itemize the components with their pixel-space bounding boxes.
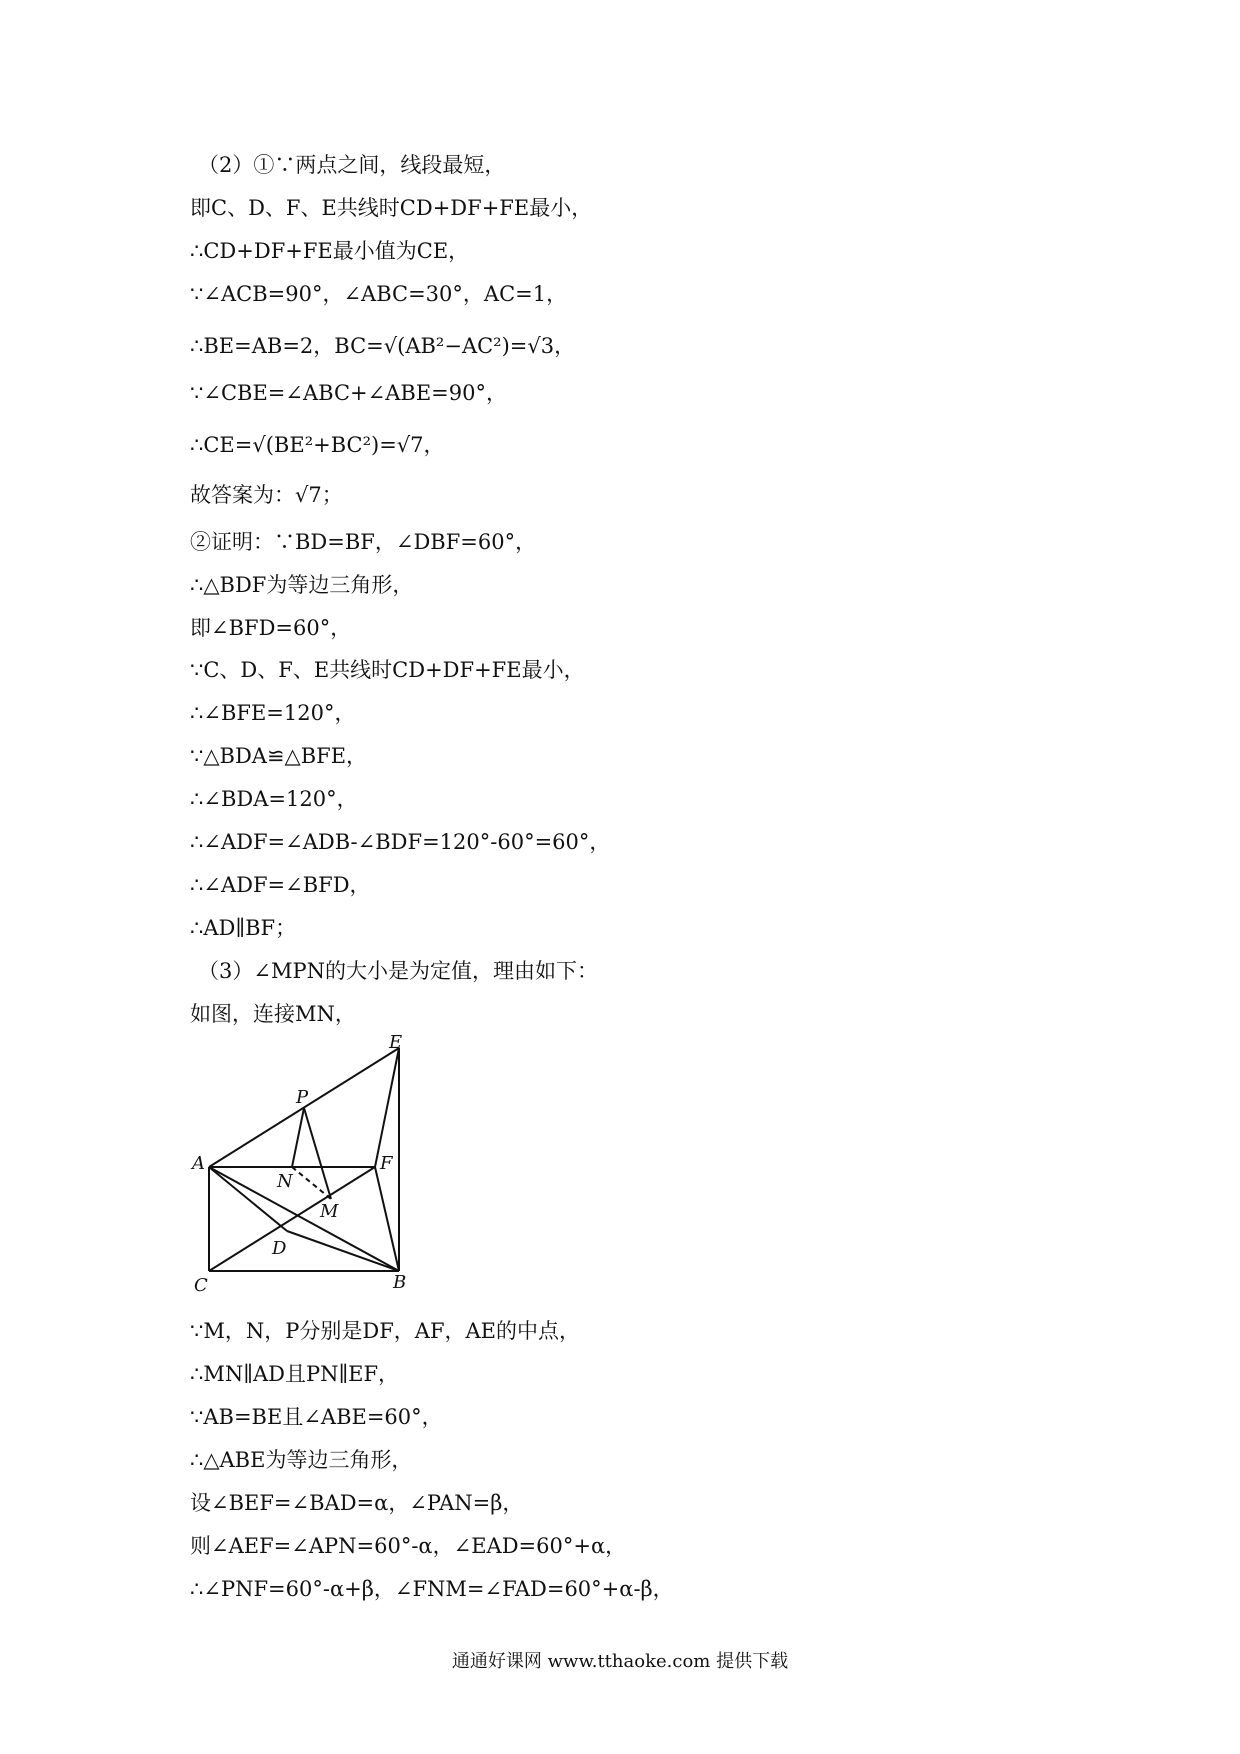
text-line-4: ∵∠ACB=90°，∠ABC=30°，AC=1，	[190, 282, 568, 306]
text-line-27: ∴∠PNF=60°-α+β，∠FNM=∠FAD=60°+α-β，	[190, 1577, 674, 1601]
text-line-17: ∴∠ADF=∠BFD，	[190, 873, 371, 897]
text-line-19: （3）∠MPN的大小是为定值，理由如下：	[198, 959, 598, 983]
segment-fe	[375, 1048, 399, 1167]
text-line-8: 故答案为：√7；	[190, 483, 343, 507]
text-line-25: 设∠BEF=∠BAD=α，∠PAN=β，	[190, 1491, 524, 1515]
segment-db	[287, 1231, 399, 1271]
segment-pn	[292, 1108, 304, 1167]
geometry-figure	[190, 1035, 420, 1295]
text-line-5: ∴BE=AB=2，BC=√(AB²−AC²)=√3，	[190, 334, 576, 358]
label-e: E	[389, 1035, 403, 1053]
label-f: F	[380, 1153, 393, 1174]
text-line-15: ∴∠BDA=120°，	[190, 787, 358, 811]
segment-ab	[209, 1167, 399, 1271]
text-line-14: ∵△BDA≌△BFE，	[190, 744, 368, 768]
text-line-6: ∵∠CBE=∠ABC+∠ABE=90°，	[190, 381, 507, 405]
text-line-24: ∴△ABE为等边三角形，	[190, 1448, 413, 1472]
segment-fb	[375, 1167, 399, 1271]
text-line-3: ∴CD+DF+FE最小值为CE，	[190, 239, 470, 263]
text-line-10: ∴△BDF为等边三角形，	[190, 573, 414, 597]
text-line-26: 则∠AEF=∠APN=60°-α，∠EAD=60°+α，	[190, 1534, 627, 1558]
label-a: A	[192, 1153, 205, 1174]
text-line-12: ∵C、D、F、E共线时CD+DF+FE最小，	[190, 658, 585, 682]
text-line-2: 即C、D、F、E共线时CD+DF+FE最小，	[190, 196, 593, 220]
text-line-11: 即∠BFD=60°，	[190, 616, 352, 640]
segment-pm	[304, 1108, 331, 1199]
text-line-20: 如图，连接MN，	[190, 1002, 356, 1026]
text-line-18: ∴AD∥BF；	[190, 916, 297, 940]
label-p: P	[296, 1087, 309, 1108]
text-line-21: ∵M，N，P分别是DF，AF，AE的中点，	[190, 1319, 581, 1343]
text-line-23: ∵AB=BE且∠ABE=60°，	[190, 1405, 443, 1429]
text-line-9: ②证明：∵BD=BF，∠DBF=60°，	[190, 530, 537, 554]
label-d: D	[272, 1238, 287, 1259]
text-line-22: ∴MN∥AD且PN∥EF，	[190, 1362, 400, 1386]
text-line-7: ∴CE=√(BE²+BC²)=√7，	[190, 433, 445, 457]
text-line-1: （2）①∵两点之间，线段最短，	[198, 153, 506, 177]
segment-nm-dashed	[292, 1167, 331, 1199]
segment-ad	[209, 1167, 287, 1231]
text-line-16: ∴∠ADF=∠ADB-∠BDF=120°-60°=60°，	[190, 830, 611, 854]
text-line-13: ∴∠BFE=120°，	[190, 701, 356, 725]
label-m: M	[320, 1201, 339, 1222]
label-c: C	[194, 1275, 208, 1295]
page-footer: 通通好课网 www.tthaoke.com 提供下载	[451, 1651, 789, 1672]
label-b: B	[393, 1272, 407, 1293]
label-n: N	[277, 1171, 293, 1192]
